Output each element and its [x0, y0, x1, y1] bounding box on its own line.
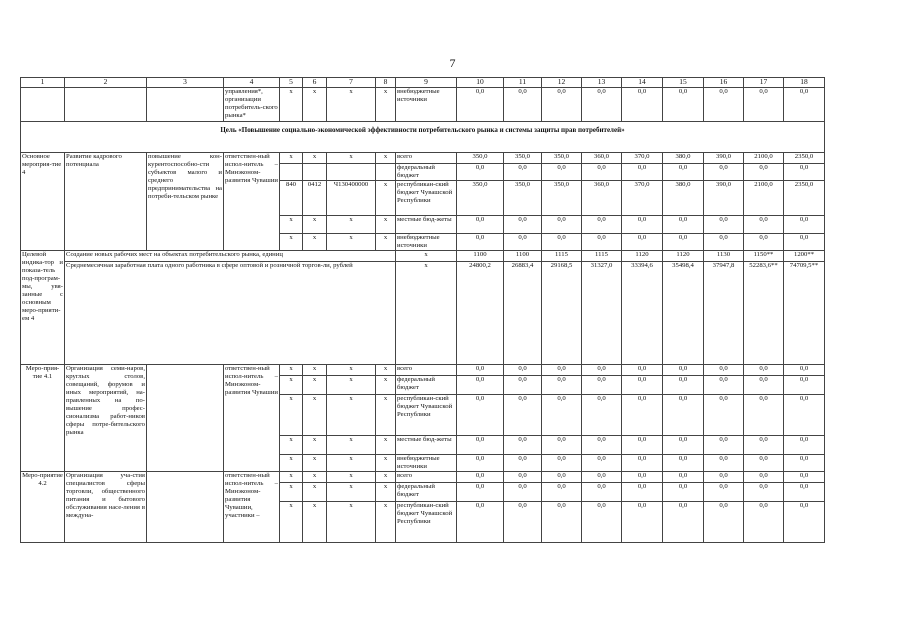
value-cell: 0,0 [704, 472, 744, 483]
value-cell: 0,0 [784, 164, 825, 181]
funding-source: федеральный бюджет [396, 483, 457, 502]
value-cell: 0,0 [622, 436, 663, 455]
value-cell: 33394,6 [622, 262, 663, 365]
column-number: 16 [704, 78, 744, 88]
code-cell: x [303, 395, 327, 436]
value-cell: 0,0 [744, 483, 784, 502]
value-cell: 0,0 [504, 502, 542, 543]
value-cell: 0,0 [704, 376, 744, 395]
funding-source: всего [396, 153, 457, 164]
code-cell: x [327, 376, 376, 395]
value-cell: 0,0 [663, 376, 704, 395]
code-cell: x [327, 153, 376, 164]
value-cell: 0,0 [542, 502, 582, 543]
value-cell: 0,0 [542, 395, 582, 436]
indicator-name: Среднемесячная заработная плата одного работника в сфере оптовой и розничной торгов-ли, рублей [65, 262, 396, 365]
code-cell: x [303, 88, 327, 122]
value-cell: 2350,0 [784, 181, 825, 216]
value-cell: 370,0 [622, 153, 663, 164]
value-cell: 0,0 [704, 88, 744, 122]
funding-source: внебюджетные источники [396, 88, 457, 122]
event-code: Меро-приятие 4.2 [21, 472, 65, 543]
funding-source: республикан-ский бюджет Чувашской Республики [396, 181, 457, 216]
value-cell: 0,0 [744, 376, 784, 395]
value-cell: 0,0 [542, 216, 582, 234]
value-cell: 0,0 [582, 234, 622, 251]
value-cell: 0,0 [784, 395, 825, 436]
funding-source: местные бюд-жеты [396, 216, 457, 234]
value-cell: 1115 [582, 251, 622, 262]
value-cell: 350,0 [457, 181, 504, 216]
value-cell: 0,0 [744, 216, 784, 234]
code-cell: x [327, 88, 376, 122]
value-cell: 0,0 [784, 88, 825, 122]
event-result: повышение кон-курентоспособно-сти субъектов малого и среднего предпринимательства на потреби-тельском рынке [147, 153, 224, 251]
value-cell: 0,0 [582, 365, 622, 376]
value-cell: 0,0 [457, 502, 504, 543]
value-cell: 0,0 [744, 234, 784, 251]
value-cell: 0,0 [622, 502, 663, 543]
code-cell: x [327, 436, 376, 455]
code-cell: x [327, 483, 376, 502]
empty-cell [65, 88, 147, 122]
value-cell: 0,0 [582, 376, 622, 395]
indicator-name: Создание новых рабочих мест на объектах потребительского рынка, единиц [65, 251, 396, 262]
column-number: 14 [622, 78, 663, 88]
column-number: 17 [744, 78, 784, 88]
event-result [147, 472, 224, 543]
value-cell: 0,0 [457, 376, 504, 395]
value-cell: 0,0 [622, 164, 663, 181]
code-cell: x [280, 376, 303, 395]
code-cell: x [376, 181, 396, 216]
code-cell: x [280, 234, 303, 251]
table-row [21, 472, 825, 483]
value-cell: 0,0 [663, 88, 704, 122]
value-cell: 1130 [704, 251, 744, 262]
value-cell: 2100,0 [744, 181, 784, 216]
value-cell: 0,0 [542, 88, 582, 122]
value-cell: 0,0 [663, 395, 704, 436]
column-number: 15 [663, 78, 704, 88]
value-cell: 0,0 [744, 88, 784, 122]
code-cell: x [280, 455, 303, 472]
value-cell: 0,0 [622, 455, 663, 472]
column-number: 8 [376, 78, 396, 88]
value-cell: 2350,0 [784, 153, 825, 164]
executor-cell: ответствен-ный испол-нитель – Минэконом-развития Чувашии, участники – [224, 472, 280, 543]
column-number: 3 [147, 78, 224, 88]
executor-cell: управления*, организации потребитель-ского рынка* [224, 88, 280, 122]
value-cell: 350,0 [504, 181, 542, 216]
value-cell: 0,0 [504, 483, 542, 502]
value-cell: 0,0 [504, 234, 542, 251]
value-cell: 360,0 [582, 153, 622, 164]
code-cell: x [280, 153, 303, 164]
code-cell: x [327, 216, 376, 234]
value-cell: 1150** [744, 251, 784, 262]
code-cell: x [280, 436, 303, 455]
event-result [147, 365, 224, 472]
value-cell: 0,0 [704, 234, 744, 251]
column-number: 7 [327, 78, 376, 88]
empty-cell [21, 88, 65, 122]
value-cell: 0,0 [504, 365, 542, 376]
indicator-label: Целевой индика-тор и показа-тель под-програм-мы, увя-занные с основным меро-прияти-ем 4 [21, 251, 65, 365]
code-cell: x [303, 216, 327, 234]
value-cell: 370,0 [622, 181, 663, 216]
code-cell: x [376, 455, 396, 472]
code-cell: x [327, 472, 376, 483]
value-cell: 0,0 [744, 455, 784, 472]
code-cell: x [376, 234, 396, 251]
funding-source: федеральный бюджет [396, 376, 457, 395]
code-cell: x [303, 365, 327, 376]
code-cell: Ч130400000 [327, 181, 376, 216]
value-cell: 1100 [457, 251, 504, 262]
value-cell: 0,0 [504, 376, 542, 395]
value-cell: 0,0 [542, 234, 582, 251]
column-number: 11 [504, 78, 542, 88]
code-cell: x [376, 502, 396, 543]
code-cell: x [280, 88, 303, 122]
value-cell: 0,0 [542, 472, 582, 483]
value-cell: 0,0 [582, 88, 622, 122]
value-cell: 29168,5 [542, 262, 582, 365]
indicator-mark: x [396, 251, 457, 262]
code-cell: x [280, 502, 303, 543]
value-cell: 0,0 [582, 216, 622, 234]
value-cell: 0,0 [784, 472, 825, 483]
code-cell: x [327, 455, 376, 472]
value-cell: 0,0 [622, 216, 663, 234]
code-cell: x [280, 216, 303, 234]
value-cell: 0,0 [582, 472, 622, 483]
code-cell: x [327, 395, 376, 436]
table-body [21, 78, 825, 543]
value-cell: 0,0 [663, 502, 704, 543]
code-cell: x [303, 455, 327, 472]
value-cell: 0,0 [582, 395, 622, 436]
code-cell: x [303, 472, 327, 483]
value-cell: 0,0 [504, 455, 542, 472]
event-name: Развитие кадрового потенциала [65, 153, 147, 251]
funding-source: внебюджетные источники [396, 455, 457, 472]
code-cell: x [280, 395, 303, 436]
value-cell: 0,0 [663, 216, 704, 234]
value-cell: 0,0 [542, 164, 582, 181]
code-cell [303, 164, 327, 181]
value-cell: 74709,5** [784, 262, 825, 365]
value-cell: 350,0 [542, 181, 582, 216]
code-cell: x [376, 436, 396, 455]
value-cell: 35498,4 [663, 262, 704, 365]
value-cell: 0,0 [457, 164, 504, 181]
value-cell: 1200** [784, 251, 825, 262]
column-number: 5 [280, 78, 303, 88]
value-cell: 0,0 [622, 472, 663, 483]
value-cell: 0,0 [663, 164, 704, 181]
code-cell: x [327, 502, 376, 543]
value-cell: 0,0 [784, 376, 825, 395]
value-cell: 0,0 [457, 395, 504, 436]
value-cell: 37947,8 [704, 262, 744, 365]
value-cell: 0,0 [704, 502, 744, 543]
value-cell: 0,0 [704, 164, 744, 181]
value-cell: 0,0 [582, 502, 622, 543]
value-cell: 24800,2 [457, 262, 504, 365]
value-cell: 0,0 [704, 365, 744, 376]
funding-source: всего [396, 365, 457, 376]
value-cell: 350,0 [542, 153, 582, 164]
value-cell: 350,0 [457, 153, 504, 164]
value-cell: 0,0 [784, 234, 825, 251]
code-cell: x [376, 365, 396, 376]
indicator-row [21, 251, 825, 262]
code-cell: x [303, 502, 327, 543]
value-cell: 0,0 [582, 455, 622, 472]
value-cell: 0,0 [622, 395, 663, 436]
code-cell: 840 [280, 181, 303, 216]
value-cell: 360,0 [582, 181, 622, 216]
value-cell: 0,0 [457, 88, 504, 122]
value-cell: 0,0 [504, 88, 542, 122]
empty-cell [147, 88, 224, 122]
executor-cell: ответствен-ный испол-нитель – Минэконом-развития Чувашии [224, 153, 280, 251]
column-number: 10 [457, 78, 504, 88]
value-cell: 0,0 [784, 502, 825, 543]
value-cell: 1100 [504, 251, 542, 262]
code-cell: x [376, 153, 396, 164]
value-cell: 31327,0 [582, 262, 622, 365]
value-cell: 380,0 [663, 153, 704, 164]
code-cell: x [280, 472, 303, 483]
value-cell: 0,0 [542, 376, 582, 395]
value-cell: 0,0 [744, 164, 784, 181]
value-cell: 0,0 [704, 395, 744, 436]
value-cell: 0,0 [457, 234, 504, 251]
value-cell: 390,0 [704, 153, 744, 164]
funding-source: федеральный бюджет [396, 164, 457, 181]
value-cell: 0,0 [744, 472, 784, 483]
value-cell: 0,0 [542, 365, 582, 376]
event-name: Организация уча-стия специалистов сферы торговли, общественного питания и бытового обслуживания насе-ления в междуна- [65, 472, 147, 543]
code-cell [280, 164, 303, 181]
value-cell: 0,0 [663, 234, 704, 251]
code-cell [376, 164, 396, 181]
value-cell: 0,0 [663, 436, 704, 455]
code-cell: x [303, 436, 327, 455]
goal-row [21, 122, 825, 153]
value-cell: 0,0 [622, 483, 663, 502]
value-cell: 0,0 [582, 436, 622, 455]
executor-cell: ответствен-ный испол-нитель – Минэконом-развития Чувашии [224, 365, 280, 472]
value-cell: 350,0 [504, 153, 542, 164]
column-number: 6 [303, 78, 327, 88]
event-name: Организация семи-наров, круглых столов, совещаний, форумов и иных мероприятий, на-правленных на по-вышение профес-сионализма работ-ников сферы потре-бительского рынка [65, 365, 147, 472]
event-code: Основное мероприя-тие 4 [21, 153, 65, 251]
code-cell: x [376, 216, 396, 234]
value-cell: 0,0 [784, 365, 825, 376]
column-number: 13 [582, 78, 622, 88]
value-cell: 0,0 [622, 88, 663, 122]
value-cell: 0,0 [457, 483, 504, 502]
code-cell: x [376, 395, 396, 436]
code-cell: x [303, 234, 327, 251]
table-row [21, 153, 825, 164]
column-number: 9 [396, 78, 457, 88]
funding-source: местные бюд-жеты [396, 436, 457, 455]
column-number: 2 [65, 78, 147, 88]
value-cell: 0,0 [457, 436, 504, 455]
value-cell: 0,0 [663, 455, 704, 472]
value-cell: 1120 [663, 251, 704, 262]
indicator-row [21, 262, 825, 365]
code-cell: x [327, 234, 376, 251]
code-cell: x [376, 472, 396, 483]
funding-source: внебюджетные источники [396, 234, 457, 251]
column-number: 18 [784, 78, 825, 88]
code-cell: x [303, 376, 327, 395]
value-cell: 0,0 [457, 472, 504, 483]
column-number-row [21, 78, 825, 88]
value-cell: 0,0 [504, 395, 542, 436]
code-cell [327, 164, 376, 181]
value-cell: 0,0 [504, 436, 542, 455]
value-cell: 390,0 [704, 181, 744, 216]
value-cell: 0,0 [663, 472, 704, 483]
code-cell: x [303, 483, 327, 502]
code-cell: 0412 [303, 181, 327, 216]
value-cell: 0,0 [542, 483, 582, 502]
value-cell: 0,0 [704, 436, 744, 455]
value-cell: 0,0 [784, 216, 825, 234]
value-cell: 0,0 [744, 395, 784, 436]
value-cell: 0,0 [457, 455, 504, 472]
value-cell: 0,0 [704, 216, 744, 234]
value-cell: 0,0 [622, 376, 663, 395]
value-cell: 380,0 [663, 181, 704, 216]
value-cell: 0,0 [663, 483, 704, 502]
goal-title: Цель «Повышение социально-экономической эффективности потребительского рынка и системы защиты прав потребителей» [21, 122, 825, 153]
indicator-mark: x [396, 262, 457, 365]
table-row [21, 365, 825, 376]
code-cell: x [376, 376, 396, 395]
value-cell: 0,0 [542, 436, 582, 455]
code-cell: x [376, 483, 396, 502]
code-cell: x [280, 365, 303, 376]
value-cell: 0,0 [784, 483, 825, 502]
value-cell: 0,0 [704, 483, 744, 502]
event-code: Меро-прия-тие 4.1 [21, 365, 65, 472]
value-cell: 0,0 [784, 436, 825, 455]
value-cell: 0,0 [504, 164, 542, 181]
value-cell: 0,0 [582, 483, 622, 502]
column-number: 1 [21, 78, 65, 88]
value-cell: 0,0 [504, 472, 542, 483]
page-number: 7 [449, 56, 456, 70]
value-cell: 1115 [542, 251, 582, 262]
funding-source: всего [396, 472, 457, 483]
table-row [21, 88, 825, 122]
value-cell: 52283,6** [744, 262, 784, 365]
value-cell: 0,0 [622, 365, 663, 376]
code-cell: x [303, 153, 327, 164]
value-cell: 0,0 [704, 455, 744, 472]
code-cell: x [327, 365, 376, 376]
value-cell: 0,0 [744, 365, 784, 376]
value-cell: 0,0 [582, 164, 622, 181]
value-cell: 1120 [622, 251, 663, 262]
program-table [20, 77, 825, 543]
column-number: 4 [224, 78, 280, 88]
value-cell: 26883,4 [504, 262, 542, 365]
value-cell: 0,0 [457, 216, 504, 234]
code-cell: x [280, 483, 303, 502]
funding-source: республикан-ский бюджет Чувашской Республики [396, 502, 457, 543]
value-cell: 2100,0 [744, 153, 784, 164]
column-number: 12 [542, 78, 582, 88]
value-cell: 0,0 [457, 365, 504, 376]
value-cell: 0,0 [542, 455, 582, 472]
value-cell: 0,0 [622, 234, 663, 251]
value-cell: 0,0 [504, 216, 542, 234]
value-cell: 0,0 [744, 436, 784, 455]
value-cell: 0,0 [744, 502, 784, 543]
value-cell: 0,0 [663, 365, 704, 376]
funding-source: республикан-ский бюджет Чувашской Республики [396, 395, 457, 436]
value-cell: 0,0 [784, 455, 825, 472]
code-cell: x [376, 88, 396, 122]
